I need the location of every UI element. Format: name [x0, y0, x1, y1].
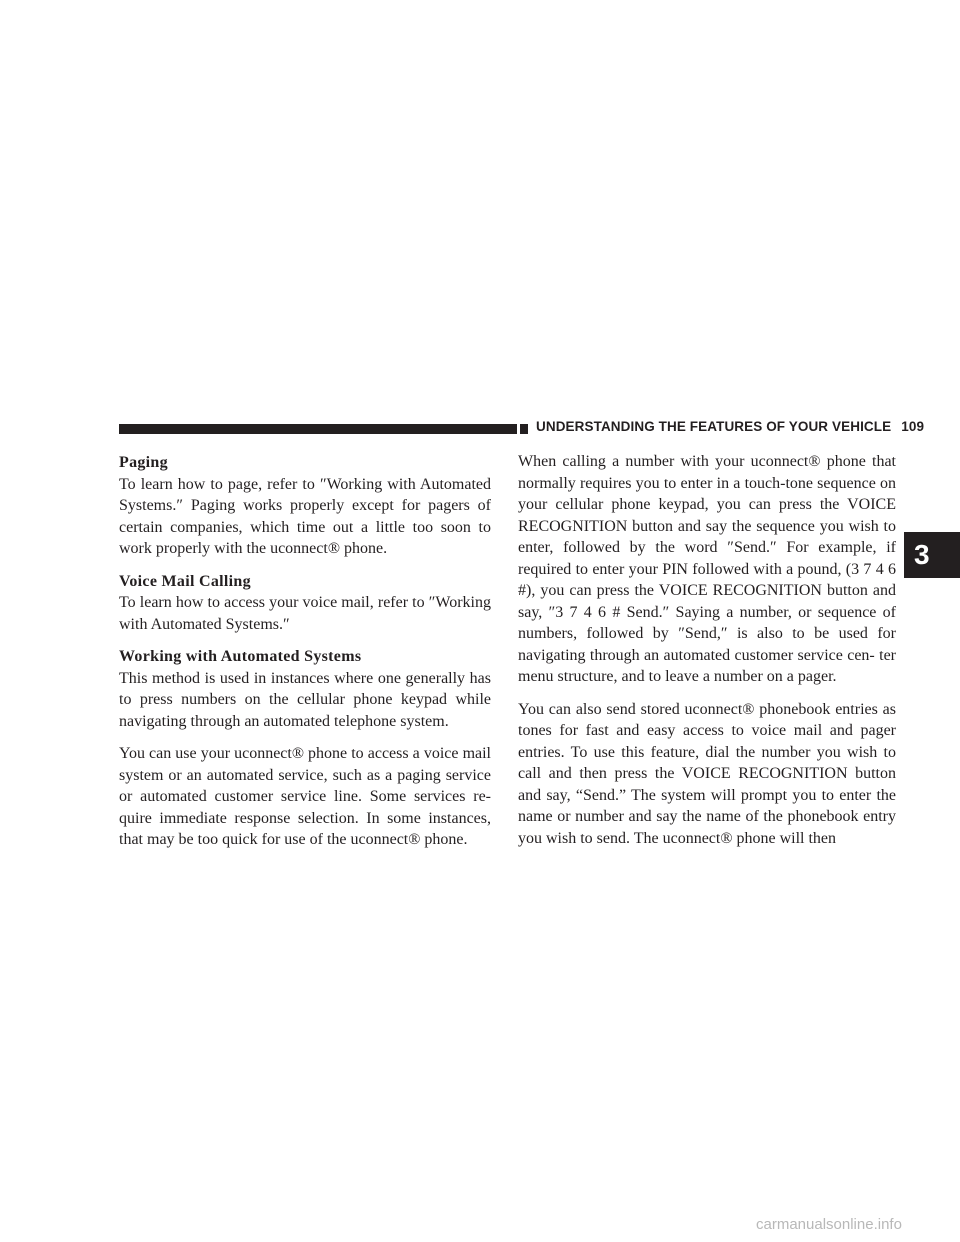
right-column	[518, 451, 896, 860]
running-head-title: UNDERSTANDING THE FEATURES OF YOUR VEHICLE	[536, 419, 892, 434]
section-paging	[119, 452, 491, 560]
section-heading: Voice Mail Calling	[119, 572, 251, 590]
paragraph: To learn how to page, refer to ″Working with Automated Systems.″ Paging works properly except for pagers of certain companies, which time out a little too soon to work properly with the uconnect® phone.	[119, 475, 491, 557]
section-voice-mail-calling	[119, 571, 491, 636]
watermark: carmanualsonline.info	[756, 1216, 902, 1233]
chapter-tab: 3	[904, 532, 960, 578]
paragraph: When calling a number with your uconnect® phone that normally requires you to enter in a touch-tone sequence on your cellular phone keypad, you can press the VOICE RECOGNITION button and say the sequence you wish to enter, followed by the word ″Send.″ For example, if required to enter your PIN followed with a pound, (3 7 4 6 #), you can press the VOICE RECOGNITION button and say, ″3 7 4 6 # Send.″ Saying a number, or sequence of numbers, followed by ″Send,″ is also to be used for navigating through an automated customer service cen- ter menu structure, and to leave a number on a pager.	[518, 453, 896, 685]
header-rule	[119, 424, 517, 434]
left-column	[119, 452, 491, 862]
page-number: 109	[901, 419, 925, 434]
paragraph: You can use your uconnect® phone to access a voice mail system or an automated service, such as a paging service or automated customer service line. Some services re- quire immediate response selection. In some instances, that may be too quick for use of the uconnect® phone.	[119, 745, 491, 848]
section-heading: Paging	[119, 454, 168, 471]
paragraph: To learn how to access your voice mail, refer to ″Working with Automated Systems.″	[119, 594, 491, 633]
section-heading: Working with Automated Systems	[119, 648, 362, 665]
paragraph: This method is used in instances where one generally has to press numbers on the cellular phone keypad while navigating through an automated telephone system.	[119, 669, 491, 730]
header-rule-end	[520, 424, 528, 434]
paragraph: You can also send stored uconnect® phonebook entries as tones for fast and easy access to voice mail and pager entries. To use this feature, dial the number you wish to call and then press the VOICE RECOGNITION button and say, “Send.” The system will prompt you to enter the name or number and say the name of the phonebook entry you wish to send. The uconnect® phone will then	[518, 700, 896, 847]
section-automated-systems	[119, 646, 491, 851]
running-head	[536, 419, 924, 434]
